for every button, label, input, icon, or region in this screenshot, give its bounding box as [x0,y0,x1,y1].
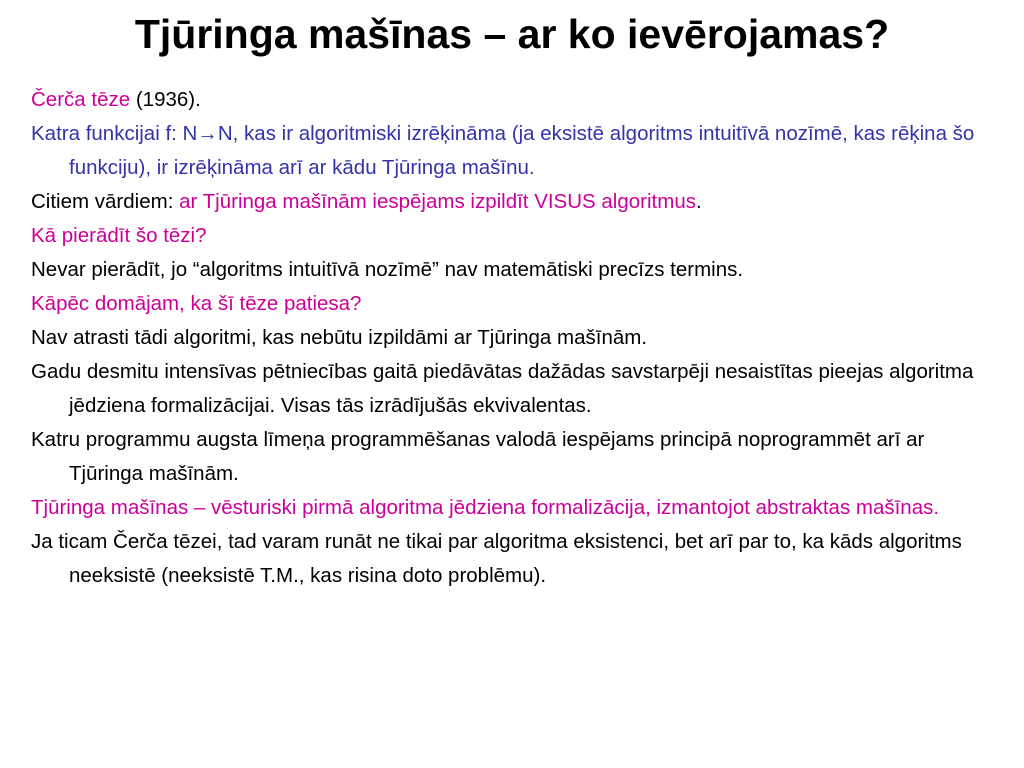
slide-title: Tjūringa mašīnas – ar ko ievērojamas? [134,11,890,57]
church-thesis-year: (1936). [130,88,201,111]
in-other-words-lead: Citiem vārdiem: [31,190,180,213]
paragraph-cannot-prove: Nevar pierādīt, jo “algoritms intuitīvā nozīmē” nav matemātiski precīzs termins. [31,258,744,281]
paragraph-historical-first: Tjūringa mašīnas – vēsturiski pirmā algoritma jēdziena formalizācija, izmantojot abstraktas mašīnas. [31,496,940,519]
slide-body [31,83,1001,593]
paragraph-why-true: Kāpēc domājam, ka šī tēze patiesa? [31,292,362,315]
paragraph-how-to-prove: Kā pierādīt šo tēzi? [31,224,207,247]
paragraph-research-approaches: Gadu desmitu intensīvas pētniecības gaitā piedāvātas dažādas savstarpēji nesaistītas pieejas algoritma jēdziena formalizācijai. Visas tās izrādījušās ekvivalentas. [31,360,974,417]
paragraph-church-thesis [31,83,1001,117]
paragraph-in-other-words [31,185,1001,219]
in-other-words-end: . [695,190,702,213]
paragraph-programming-languages: Katru programmu augsta līmeņa programmēšanas valodā iespējams principā noprogrammēt arī ar Tjūringa mašīnām. [31,428,925,485]
in-other-words-highlight: ar Tjūringa mašīnām iespējams izpildīt VISUS algoritmus [179,190,696,213]
church-thesis-label: Čerča tēze [31,88,131,111]
paragraph-no-algorithms-found: Nav atrasti tādi algoritmi, kas nebūtu izpildāmi ar Tjūringa mašīnām. [31,326,648,349]
paragraph-nonexistence: Ja ticam Čerča tēzei, tad varam runāt ne tikai par algoritma eksistenci, bet arī par to, ka kāds algoritms neeksistē (neeksistē T.M., kas risina doto problēmu). [31,530,962,587]
paragraph-thesis-statement: Katra funkcijai f: N→N, kas ir algoritmiski izrēķināma (ja eksistē algoritms intuitīvā nozīmē, kas rēķina šo funkciju), ir izrēķināma arī ar kādu Tjūringa mašīnu. [31,122,975,179]
